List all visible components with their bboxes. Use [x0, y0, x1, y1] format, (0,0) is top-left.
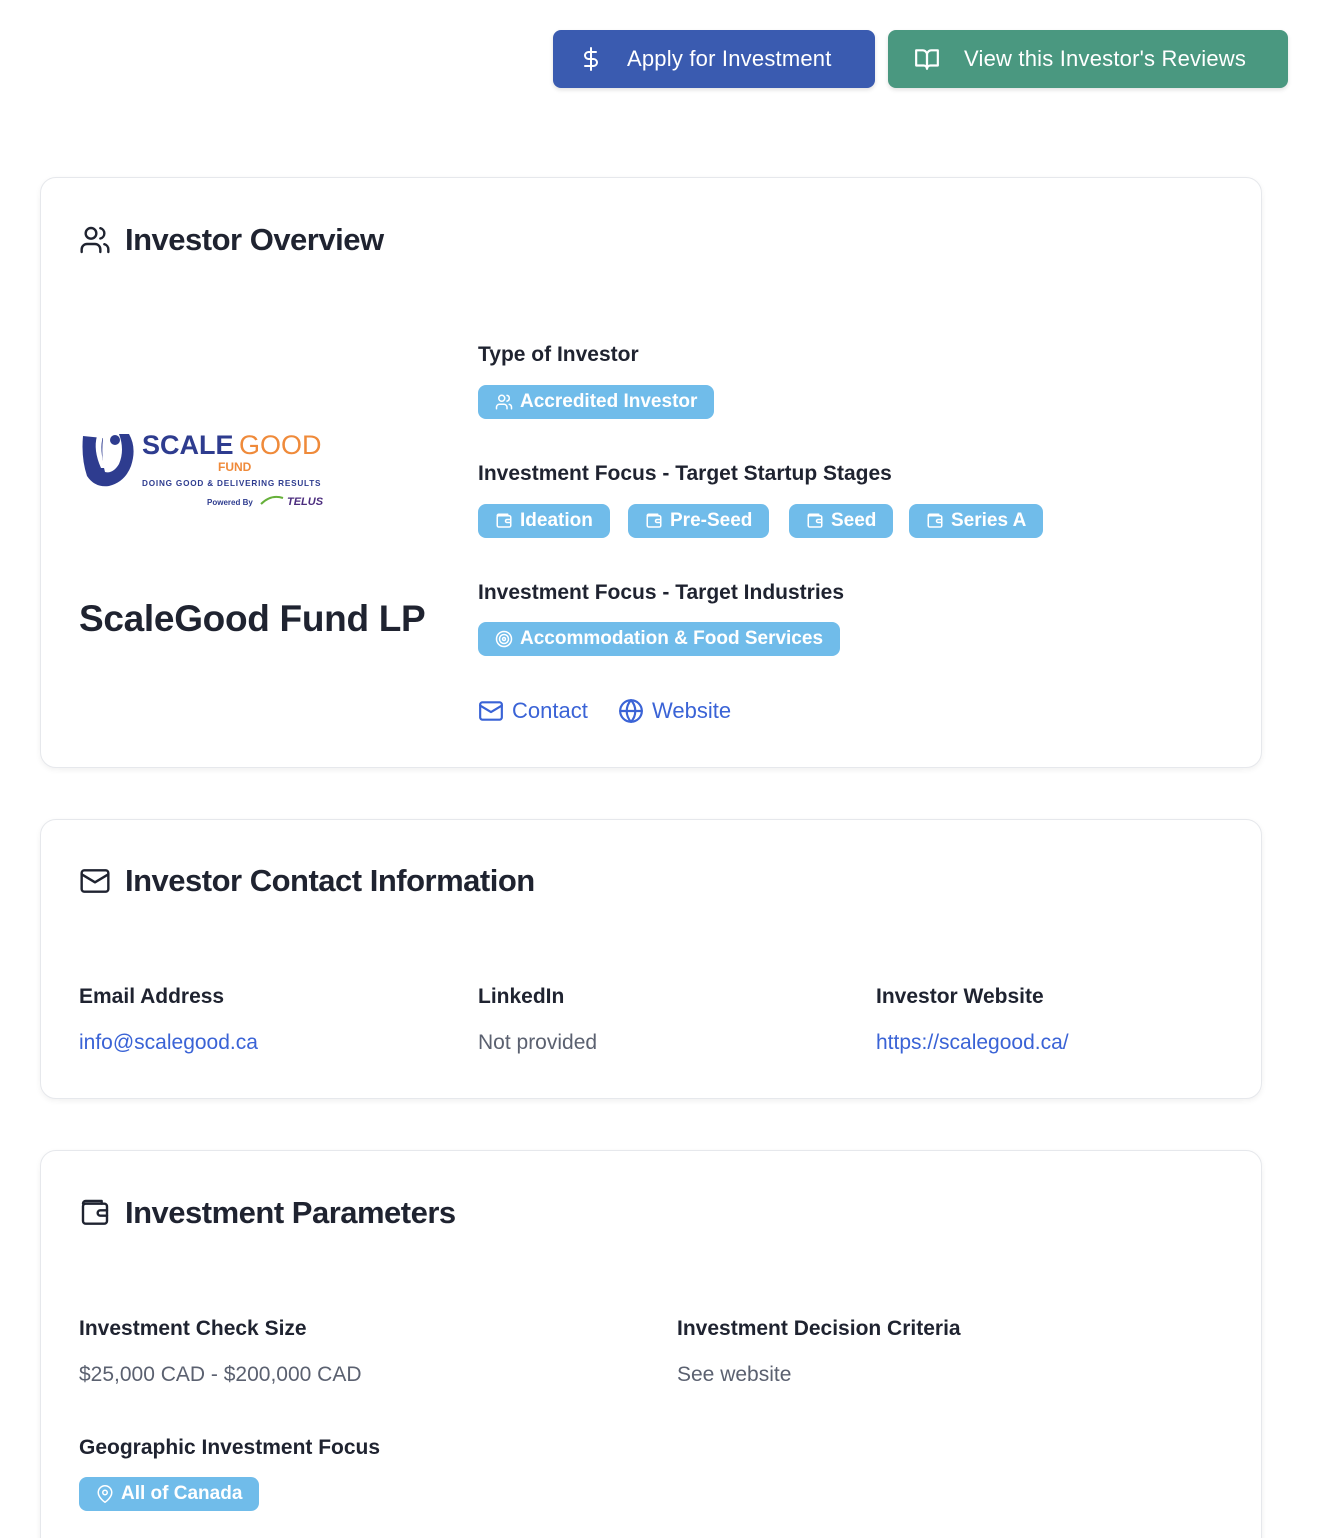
- industry-chip: Accommodation & Food Services: [478, 622, 840, 656]
- email-label: Email Address: [79, 985, 225, 1008]
- check-size-value: $25,000 CAD - $200,000 CAD: [79, 1363, 362, 1386]
- apply-for-investment-button[interactable]: [553, 30, 875, 88]
- stage-chip-pre-seed: Pre-Seed: [628, 504, 769, 538]
- industries-label: Investment Focus - Target Industries: [478, 581, 845, 604]
- parameters-heading: Investment Parameters: [79, 1195, 456, 1231]
- logo-word-fund: FUND: [218, 460, 252, 474]
- investor-type-chip: Accredited Investor: [478, 385, 714, 419]
- investor-contact-card: [40, 819, 1262, 1099]
- logo-powered-by: Powered By: [207, 498, 253, 507]
- investor-website-link[interactable]: https://scalegood.ca/: [876, 1031, 1069, 1054]
- scalegood-fund-logo: [79, 428, 339, 508]
- email-link[interactable]: info@scalegood.ca: [79, 1031, 258, 1054]
- wallet-icon: [495, 512, 513, 530]
- target-icon: [495, 630, 513, 648]
- investor-website-label: Investor Website: [876, 985, 1044, 1008]
- logo-tagline: DOING GOOD & DELIVERING RESULTS: [142, 479, 322, 488]
- check-size-label: Investment Check Size: [79, 1317, 307, 1340]
- company-name: ScaleGood Fund LP: [79, 598, 426, 639]
- geo-chip: All of Canada: [79, 1477, 259, 1511]
- contact-heading: Investor Contact Information: [79, 863, 535, 899]
- logo-telus: TELUS: [287, 496, 324, 508]
- website-link[interactable]: Website: [618, 698, 731, 724]
- book-open-icon: [914, 46, 940, 72]
- stage-chip-ideation: Ideation: [478, 504, 610, 538]
- stages-label: Investment Focus - Target Startup Stages: [478, 462, 892, 485]
- mail-icon: [478, 698, 504, 724]
- wallet-icon: [926, 512, 944, 530]
- stage-chip-series-a: Series A: [909, 504, 1043, 538]
- view-reviews-button[interactable]: [888, 30, 1288, 88]
- apply-button-label: Apply for Investment: [627, 46, 832, 71]
- users-icon: [495, 393, 513, 411]
- globe-icon: [618, 698, 644, 724]
- mail-icon: [79, 865, 111, 897]
- wallet-icon: [806, 512, 824, 530]
- wallet-icon: [79, 1197, 111, 1229]
- users-icon: [79, 224, 111, 256]
- wallet-icon: [645, 512, 663, 530]
- contact-link[interactable]: Contact: [478, 698, 588, 724]
- linkedin-label: LinkedIn: [478, 985, 565, 1008]
- criteria-value: See website: [677, 1363, 792, 1386]
- dollar-icon: [579, 45, 603, 73]
- linkedin-value: Not provided: [478, 1031, 598, 1054]
- logo-word-good: GOOD: [239, 430, 322, 460]
- criteria-label: Investment Decision Criteria: [677, 1317, 961, 1340]
- investment-parameters-card: [40, 1150, 1262, 1538]
- stage-chip-seed: Seed: [789, 504, 893, 538]
- reviews-button-label: View this Investor's Reviews: [964, 46, 1247, 71]
- investor-overview-card: [40, 177, 1262, 768]
- investor-overview-heading: Investor Overview: [79, 222, 384, 258]
- geo-label: Geographic Investment Focus: [79, 1436, 381, 1459]
- logo-word-scale: SCALE: [142, 430, 234, 460]
- map-pin-icon: [96, 1485, 114, 1503]
- investor-type-label: Type of Investor: [478, 343, 639, 366]
